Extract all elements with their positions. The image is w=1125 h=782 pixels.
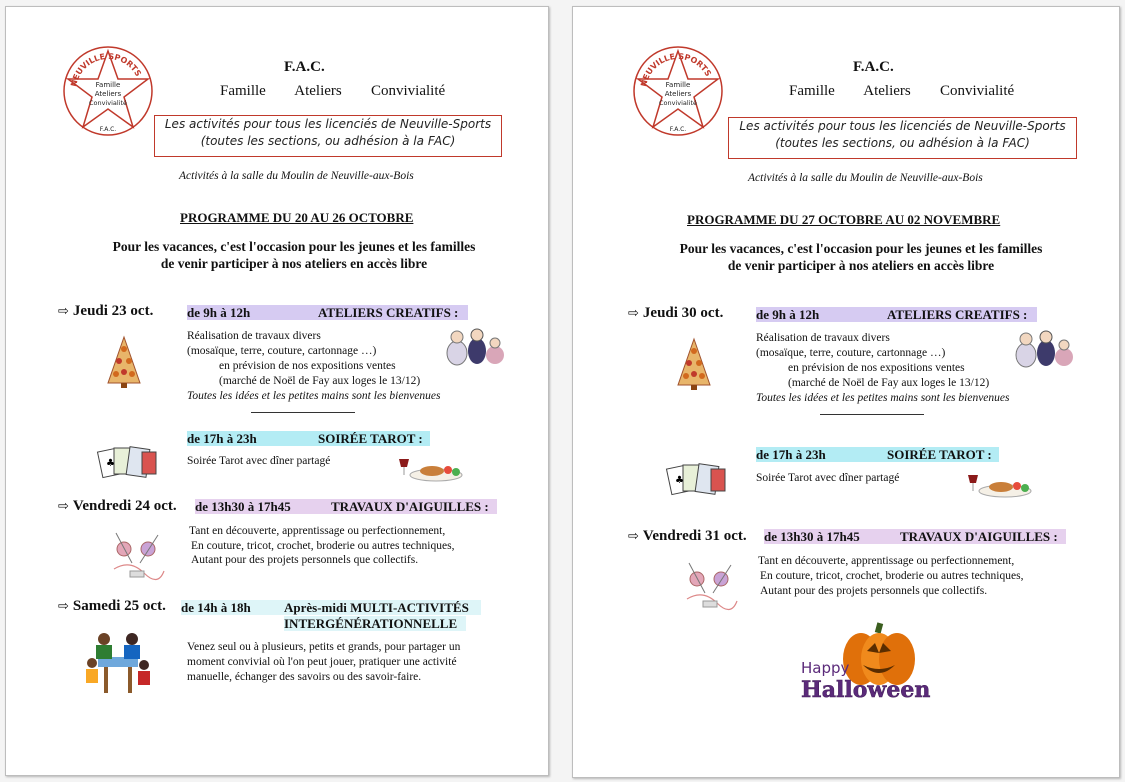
slot-creatifs [187, 305, 468, 320]
slot-tarot [187, 431, 430, 446]
christmas-tree-icon [676, 339, 712, 391]
creatifs-line-1: Réalisation de travaux divers [187, 330, 321, 342]
happy-halloween-graphic [799, 621, 931, 705]
flyer-page-2 [572, 6, 1120, 778]
meal-plate-icon [967, 471, 1039, 499]
sewing-icon [683, 559, 739, 611]
creatifs-line-4: (marché de Noël de Fay aux loges le 13/12) [219, 375, 421, 387]
audience-line-2: (toutes les sections, ou adhésion à la FAC) [775, 136, 1030, 150]
family-game-icon [82, 627, 154, 701]
slot-time: de 9h à 12h [756, 307, 820, 322]
audience-box [154, 115, 502, 157]
day-label: Vendredi 31 oct. [642, 528, 747, 544]
meal-plate-icon [398, 455, 470, 483]
fac-logo [632, 45, 724, 137]
org-name: F.A.C. [853, 59, 894, 75]
svg-text:Ateliers: Ateliers [94, 90, 122, 98]
flyer-page-1 [5, 6, 549, 776]
separator-line [251, 412, 355, 413]
svg-text:Famille: Famille [95, 81, 121, 89]
slot-multi-activites [181, 600, 481, 615]
slot-creatifs [756, 307, 1037, 322]
svg-text:NEUVILLE SPORTS: NEUVILLE SPORTS [639, 51, 713, 88]
audience-line-2: (toutes les sections, ou adhésion à la FAC) [200, 134, 456, 148]
arrow-icon: ⇨ [58, 304, 69, 319]
day-jeudi [628, 305, 723, 322]
programme-title: PROGRAMME DU 27 OCTOBRE AU 02 NOVEMBRE [687, 212, 1001, 227]
org-tagline: Famille Ateliers Convivialité [220, 83, 446, 99]
playing-cards-icon [667, 461, 727, 501]
tarot-text: Soirée Tarot avec dîner partagé [187, 455, 331, 467]
creatifs-line-4: (marché de Noël de Fay aux loges le 13/12) [788, 377, 990, 389]
day-label: Vendredi 24 oct. [72, 498, 177, 514]
intro-line-1: Pour les vacances, c'est l'occasion pour les jeunes et les familles [679, 241, 1043, 256]
day-vendredi [628, 528, 747, 545]
slot-activity: SOIRÉE TAROT : [318, 431, 423, 446]
multi-line-2: moment convivial où l'on peut jouer, pratiquer une activité [187, 656, 457, 668]
sewing-icon [110, 529, 166, 581]
tarot-text: Soirée Tarot avec dîner partagé [756, 472, 900, 484]
venue-text: Activités à la salle du Moulin de Neuville-aux-Bois [748, 172, 983, 184]
slot-activity: ATELIERS CREATIFS : [887, 307, 1028, 322]
day-jeudi [58, 303, 153, 320]
audience-box [728, 117, 1077, 159]
slot-time: de 13h30 à 17h45 [195, 499, 291, 514]
svg-text:Ateliers: Ateliers [664, 90, 692, 98]
slot-time: de 17h à 23h [187, 431, 257, 446]
venue-text: Activités à la salle du Moulin de Neuville-aux-Bois [179, 170, 414, 182]
separator-line [820, 414, 924, 415]
svg-text:Famille: Famille [665, 81, 691, 89]
slot-activity: ATELIERS CREATIFS : [318, 305, 459, 320]
svg-text:♣: ♣ [106, 458, 115, 469]
svg-text:F.A.C.: F.A.C. [669, 126, 687, 133]
audience-line-1: Les activités pour tous les licenciés de Neuville-Sports [164, 117, 492, 131]
svg-text:Convivialité: Convivialité [658, 99, 698, 107]
creatifs-line-3: en prévision de nos expositions ventes [219, 360, 396, 372]
arrow-icon: ⇨ [58, 599, 69, 614]
slot-activity: Après-midi MULTI-ACTIVITÉS [284, 600, 469, 615]
day-vendredi [58, 498, 177, 515]
org-tagline: Famille Ateliers Convivialité [789, 83, 1015, 99]
slot-activity: TRAVAUX D'AIGUILLES : [900, 529, 1058, 544]
multi-line-3: manuelle, échanger des savoirs ou des savoir-faire. [187, 671, 422, 683]
org-name: F.A.C. [284, 59, 325, 75]
creatifs-line-2: (mosaïque, terre, couture, cartonnage …) [187, 345, 377, 357]
slot-aiguilles [764, 529, 1066, 544]
multi-line-1: Venez seul ou à plusieurs, petits et grands, pour partager un [187, 641, 461, 653]
creatifs-line-1: Réalisation de travaux divers [756, 332, 890, 344]
creatifs-line-2: (mosaïque, terre, couture, cartonnage …) [756, 347, 946, 359]
intro-text [661, 240, 1061, 274]
day-label: Jeudi 23 oct. [72, 303, 154, 319]
dolls-icon [443, 323, 507, 365]
aiguilles-line-1: Tant en découverte, apprentissage ou perfectionnement, [189, 525, 446, 537]
programme-title: PROGRAMME DU 20 AU 26 OCTOBRE [180, 210, 414, 225]
creatifs-line-5: Toutes les idées et les petites mains sont les bienvenues [756, 392, 1010, 404]
creatifs-line-3: en prévision de nos expositions ventes [788, 362, 965, 374]
arrow-icon: ⇨ [628, 529, 639, 544]
arrow-icon: ⇨ [628, 306, 639, 321]
intro-text [94, 238, 494, 272]
svg-text:Convivialité: Convivialité [88, 99, 128, 107]
aiguilles-line-1: Tant en découverte, apprentissage ou perfectionnement, [758, 555, 1015, 567]
aiguilles-line-2: En couture, tricot, crochet, broderie ou autres techniques, [760, 570, 1024, 582]
svg-text:F.A.C.: F.A.C. [99, 126, 117, 133]
arrow-icon: ⇨ [58, 499, 69, 514]
slot-activity: SOIRÉE TAROT : [887, 447, 992, 462]
slot-time: de 9h à 12h [187, 305, 251, 320]
svg-text:♣: ♣ [675, 475, 684, 486]
aiguilles-line-2: En couture, tricot, crochet, broderie ou autres techniques, [191, 540, 455, 552]
svg-text:NEUVILLE SPORTS: NEUVILLE SPORTS [69, 51, 143, 88]
dolls-icon [1012, 325, 1076, 367]
christmas-tree-icon [106, 337, 142, 389]
intro-line-1: Pour les vacances, c'est l'occasion pour les jeunes et les familles [112, 239, 476, 254]
day-samedi [58, 598, 166, 615]
slot-activity: TRAVAUX D'AIGUILLES : [331, 499, 489, 514]
creatifs-line-5: Toutes les idées et les petites mains sont les bienvenues [187, 390, 441, 402]
intro-line-2: de venir participer à nos ateliers en accès libre [160, 256, 428, 271]
slot-aiguilles [195, 499, 497, 514]
fac-logo [62, 45, 154, 137]
intro-line-2: de venir participer à nos ateliers en accès libre [727, 258, 995, 273]
pumpkin-icon [843, 622, 915, 685]
slot-time: de 13h30 à 17h45 [764, 529, 860, 544]
svg-text:Happy: Happy [801, 659, 850, 677]
aiguilles-line-3: Autant pour des projets personnels que collectifs. [760, 585, 988, 597]
aiguilles-line-3: Autant pour des projets personnels que collectifs. [191, 554, 419, 566]
svg-text:Halloween: Halloween [801, 677, 931, 703]
slot-multi-activites-2 [284, 616, 466, 631]
slot-tarot [756, 447, 999, 462]
slot-time: de 17h à 23h [756, 447, 826, 462]
playing-cards-icon [98, 444, 158, 484]
slot-time: de 14h à 18h [181, 600, 251, 615]
day-label: Jeudi 30 oct. [642, 305, 724, 321]
slot-activity: INTERGÉNÉRATIONNELLE [284, 616, 458, 631]
day-label: Samedi 25 oct. [72, 598, 166, 614]
audience-line-1: Les activités pour tous les licenciés de Neuville-Sports [739, 119, 1066, 133]
